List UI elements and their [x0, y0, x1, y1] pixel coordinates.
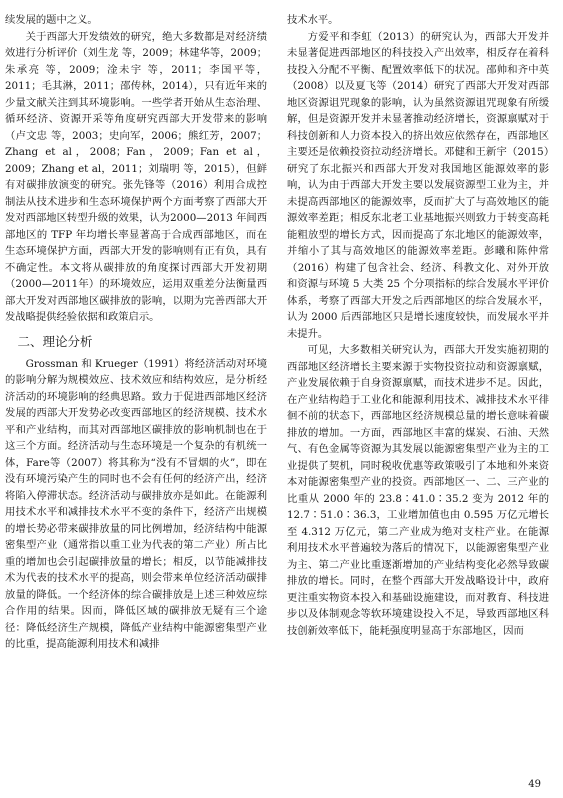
paragraph: Grossman 和 Krueger（1991）将经济活动对环境的影响分解为规模效应、技术效应和结构效应，是分析经济活动的环境影响的经典思路。致力于促进西部地区经济发展的西部大开发势必改变西部地区的经济规模、技术水平和产业结构，而其对西部地区碳排放的影响机制也在于这三个方面。经济活动与生态环境是一个复杂的有机统一体，Fare等（2007）将其称为“没有不冒烟的火”，即在没有环境污染产生的同时也不会有任何的经济产出，经济将陷入停滞状态。经济活动与碳排放亦是如此。在能源利用技术水平和减排技术水平不变的条件下，经济产出规模的增长势必带来碳排放量的同比例增加，经济结构中能源密集型产业（通常指以重工业为代表的第二产业）所占比重的增加也会引起碳排放量的增长；相反，以节能减排技术为代表的技术水平的提高，则会带来单位经济活动碳排放量的降低。一个经济体的综合碳排放是上述三种效应综合作用的结果。因而，降低区域的碳排放无疑有三个途径：降低经济生产规模，降低产业结构中能源密集型产业的比重，提高能源利用技术和减排: [5, 357, 268, 650]
paragraph: 方爱平和李虹（2013）的研究认为，西部大开发并未显著促进西部地区的科技投入产出效率，相反存在着科技投入分配不平衡、配置效率低下的状况。邵帅和齐中英（2008）以及夏飞等（2014）研究了西部大开发对西部地区资源诅咒现象的影响，认为虽然资源诅咒现象有所缓解，但是资源开发并未显著推动经济增长，资源禀赋对于科技创新和人力资本投入的挤出效应依然存在，西部地区主要还是依赖投资拉动经济增长。邓健和王新宇（2015）研究了东北振兴和西部大开发对我国地区能源效率的影响，认为由于西部大开发主要以发展资源型工业为主，并未提高西部地区的能源效率，反而扩大了与高效地区的能源效率差距；相反东北老工业基地振兴则致力于转变高耗能粗放型的增长方式，因而提高了东北地区的能源效率，并缩小了其与高效地区的能源效率差距。彭曦和陈仲常（2016）构建了包含社会、经济、科教文化、对外开放和资源与环境 5 大类 25 个分项指标的综合发展水平评价体系，考察了西部大开发之后西部地区的综合发展水平，认为 2000 后西部地区只是增长速度较快，而发展水平并未提升。: [287, 30, 549, 340]
paragraph: 关于西部大开发绩效的研究，绝大多数都是对经济绩效进行分析评价（刘生龙 等，2009；林建华等，2009；朱承亮 等，2009；淦未宇 等，2011；李国平等，2011；毛其淋，2011；邵传林，2014），只有近年来的少量文献关注到其环境影响。一些学者开始从生态治理、循环经济、资源开采等角度研究西部大开发带来的影响（卢文忠 等，2003；史向军，2006；熊红芳，2007；Zhang et al，2008；Fan，2009；Fan et al，2009；Zhang et al，2011；刘瑞明 等，2015），但鲜有对碳排放演变的研究。张先锋等（2016）利用合成控制法从技术进步和生态环境保护两个方面考察了西部大开发对西部地区转型升级的效果，认为2000—2013 年间西部地区的 TFP 年均增长率显著高于合成西部地区，而在生态环境保护方面，西部大开发的影响则有正有负，具有不确定性。本文将从碳排放的角度探讨西部大开发初期（2000—2011年）的环境效应，运用双重差分法衡量西部大开发对西部地区碳排放的影响，以期为完善西部大开发战略提供经验依据和政策启示。: [5, 30, 267, 323]
paragraph: 技术水平。: [287, 14, 339, 26]
right-column: [287, 12, 549, 639]
paragraph: 可见，大多数相关研究认为，西部大开发实施初期的西部地区经济增长主要来源于实物投资拉动和资源禀赋，产业发展依赖于自身资源禀赋，而技术进步不足。因此，在产业结构趋于工业化和能源利用技术、减排技术水平徘徊不前的状态下，西部地区经济规模总量的增长意味着碳排放的增加。一方面，西部地区丰富的煤炭、石油、天然气、有色金属等资源为其发展以能源密集型产业为主的工业提供了契机，同时税收优惠等政策吸引了本地和外来资本对能源密集型产业的投资。西部地区一、二、三产业的比重从 2000 年的 23.8∶41.0∶35.2 变为 2012 年的 12.7∶51.0∶36.3，工业增加值也由 0.595 万亿元增长至 4.312 万亿元，第二产业成为绝对支柱产业。在能源利用技术水平普遍较为落后的情况下，以能源密集型产业为主、第二产业比重逐渐增加的产业结构变化必然导致碳排放的增长。同时，在整个西部大开发战略设计中，政府更注重实物资本投入和基础设施建设，而对教育、科技进步以及体制观念等软环境建设投入不足，导致西部地区科技创新效率低下，能耗强度明显高于东部地区，因而: [287, 344, 549, 637]
paragraph: 续发展的题中之义。: [5, 14, 98, 26]
page-number: 49: [528, 779, 541, 790]
section-heading: 二、理论分析: [17, 333, 93, 349]
left-column: [5, 12, 267, 653]
